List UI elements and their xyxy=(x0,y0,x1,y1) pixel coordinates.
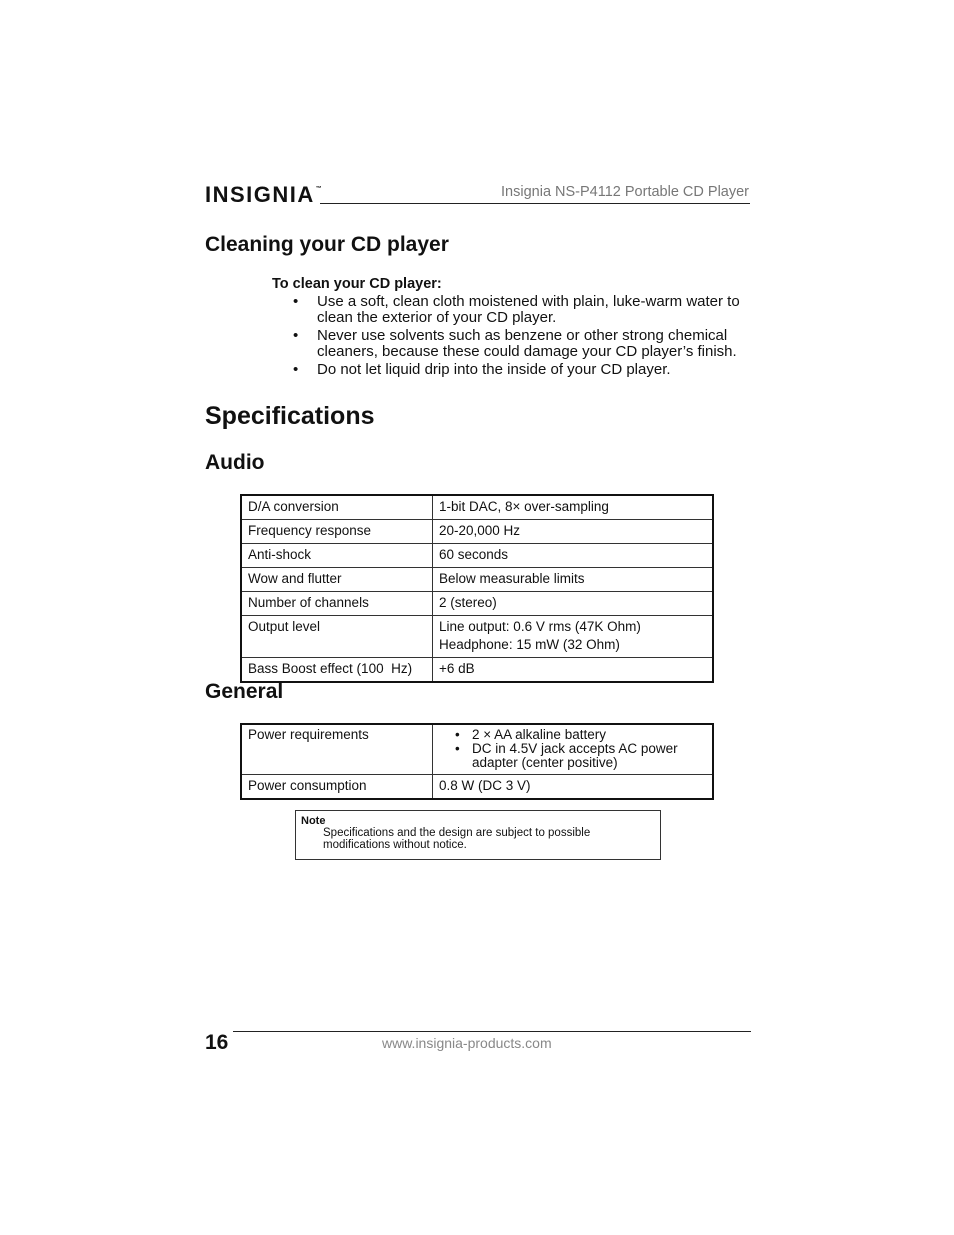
note-label: Note xyxy=(301,815,326,827)
bullet-icon: • xyxy=(293,293,299,310)
table-row xyxy=(241,616,713,658)
spec-value-line: Line output: 0.6 V rms (47K Ohm) xyxy=(439,619,641,634)
spec-value-line: Headphone: 15 mW (32 Ohm) xyxy=(439,637,620,652)
power-requirements-list xyxy=(439,728,706,770)
header-title: Insignia NS-P4112 Portable CD Player xyxy=(501,184,749,200)
note-text: Specifications and the design are subject to possible modifications without notice. xyxy=(323,827,591,851)
spec-label: Number of channels xyxy=(241,592,433,616)
spec-label: Output level xyxy=(241,616,433,658)
table-row xyxy=(241,658,713,683)
spec-value: 0.8 W (DC 3 V) xyxy=(433,775,714,800)
table-row xyxy=(241,495,713,520)
table-row xyxy=(241,775,713,800)
table-row xyxy=(241,568,713,592)
cleaning-list xyxy=(293,294,763,380)
header-rule xyxy=(320,203,750,204)
specifications-heading: Specifications xyxy=(205,402,375,430)
spec-value: 1-bit DAC, 8× over-sampling xyxy=(433,495,714,520)
table-row xyxy=(241,544,713,568)
bullet-icon: • xyxy=(455,727,460,742)
table-row xyxy=(241,724,713,775)
list-item: • Never use solvents such as benzene or other strong chemical cleaners, because these could damage your CD player’s finish. xyxy=(293,327,737,360)
bullet-icon: • xyxy=(293,361,299,378)
list-item: • Do not let liquid drip into the inside of your CD player. xyxy=(293,361,671,378)
spec-label: Frequency response xyxy=(241,520,433,544)
list-item: • DC in 4.5V jack accepts AC power adapter (center positive) xyxy=(455,741,678,770)
table-row xyxy=(241,592,713,616)
audio-heading: Audio xyxy=(205,451,265,474)
table-row xyxy=(241,520,713,544)
spec-value xyxy=(433,724,714,775)
spec-value: 20-20,000 Hz xyxy=(433,520,714,544)
footer-url: www.insignia-products.com xyxy=(382,1035,552,1051)
spec-value: +6 dB xyxy=(433,658,714,683)
list-item: • Use a soft, clean cloth moistened with plain, luke-warm water to clean the exterior of your CD player. xyxy=(293,293,740,326)
spec-label: Wow and flutter xyxy=(241,568,433,592)
spec-value xyxy=(433,616,714,658)
spec-label: Power consumption xyxy=(241,775,433,800)
footer-rule xyxy=(233,1031,751,1032)
audio-spec-table xyxy=(240,494,714,683)
general-heading: General xyxy=(205,680,284,703)
insignia-logo: INSIGNIA™ xyxy=(205,182,322,207)
spec-value: 2 (stereo) xyxy=(433,592,714,616)
cleaning-subheading: To clean your CD player: xyxy=(272,276,442,292)
bullet-icon: • xyxy=(455,741,460,756)
spec-value: Below measurable limits xyxy=(433,568,714,592)
spec-label: Power requirements xyxy=(241,724,433,775)
bullet-icon: • xyxy=(293,327,299,344)
general-spec-table xyxy=(240,723,714,800)
spec-label: D/A conversion xyxy=(241,495,433,520)
spec-value: 60 seconds xyxy=(433,544,714,568)
list-item: • 2 × AA alkaline battery xyxy=(455,727,606,742)
spec-label: Bass Boost effect (100 Hz) xyxy=(241,658,433,683)
page-number: 16 xyxy=(205,1031,229,1054)
cleaning-heading: Cleaning your CD player xyxy=(205,233,449,256)
spec-label: Anti-shock xyxy=(241,544,433,568)
note-box xyxy=(295,810,661,860)
